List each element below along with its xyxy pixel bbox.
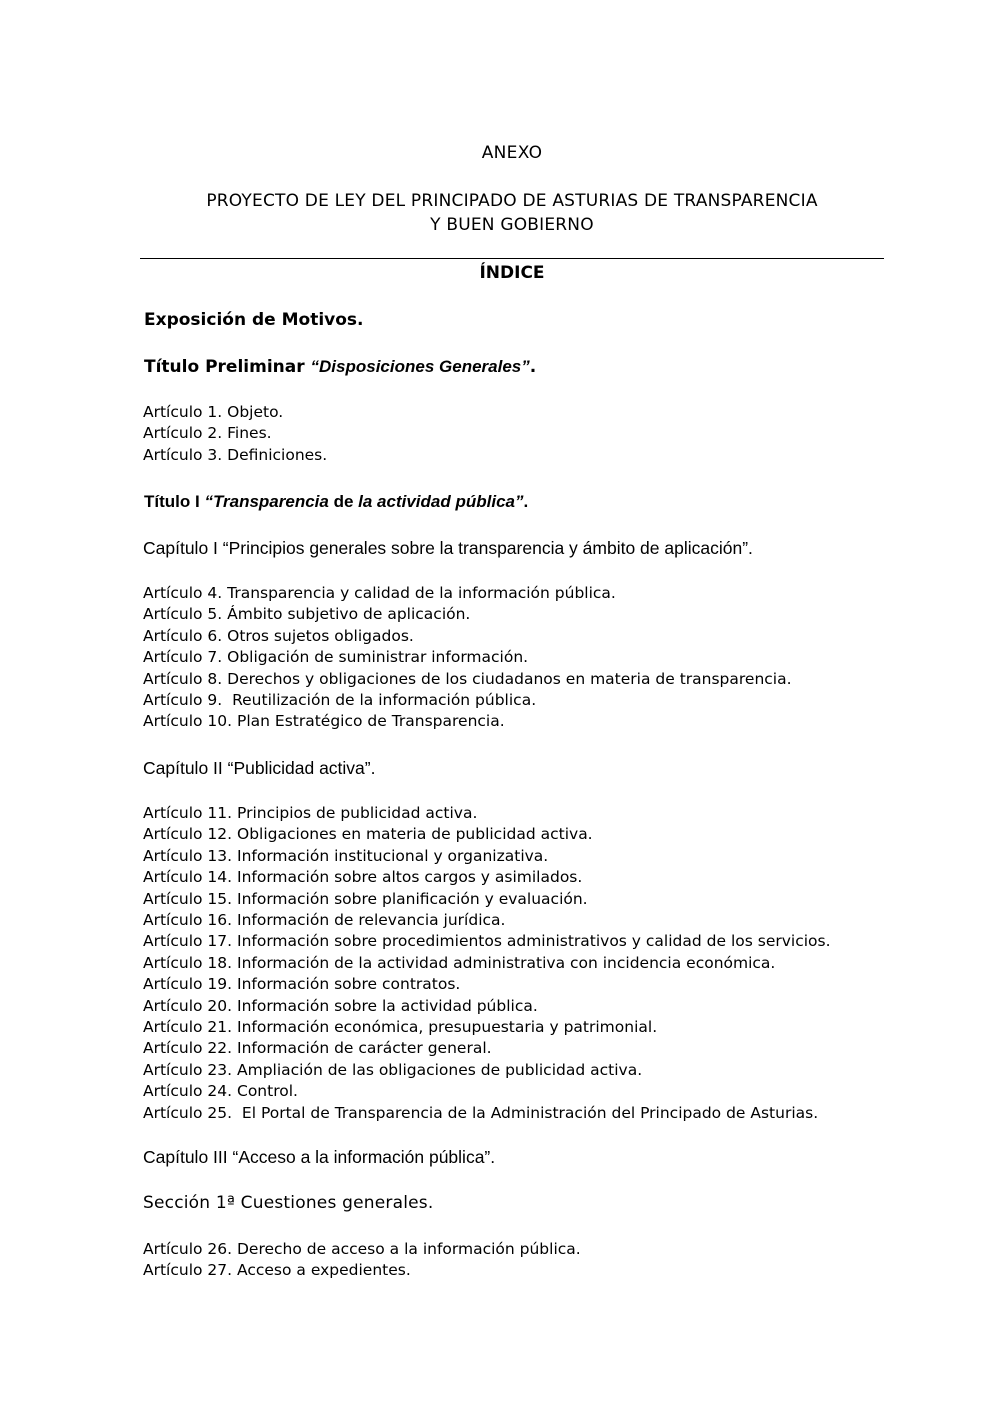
list-item: Artículo 27. Acceso a expedientes.: [143, 1261, 411, 1280]
list-item: Artículo 15. Información sobre planificación y evaluación.: [143, 889, 588, 908]
list-item: Artículo 21. Información económica, presupuestaria y patrimonial.: [143, 1018, 658, 1037]
list-item: Artículo 12. Obligaciones en materia de publicidad activa.: [143, 825, 593, 844]
titulo-preliminar-heading: [144, 357, 536, 377]
titulo-preliminar-suffix: .: [529, 357, 537, 377]
titulo-1-suffix: .: [523, 492, 529, 511]
titulo-1-prefix: Título I: [144, 492, 205, 511]
list-item: Artículo 2. Fines.: [143, 424, 272, 443]
seccion-1-heading: Sección 1ª Cuestiones generales.: [143, 1193, 434, 1213]
header-divider: [140, 258, 884, 259]
list-item: Artículo 14. Información sobre altos cargos y asimilados.: [143, 868, 583, 887]
titulo-preliminar-prefix: Título Preliminar: [144, 357, 311, 377]
bill-title: [0, 189, 1000, 237]
list-item: Artículo 8. Derechos y obligaciones de los ciudadanos en materia de transparencia.: [143, 669, 792, 688]
list-item: Artículo 22. Información de carácter general.: [143, 1039, 492, 1058]
bill-title-line-1: PROYECTO DE LEY DEL PRINCIPADO DE ASTURIAS DE TRANSPARENCIA: [206, 191, 818, 211]
exposicion-heading: Exposición de Motivos.: [144, 310, 364, 330]
list-item: Artículo 17. Información sobre procedimientos administrativos y calidad de los servicios.: [143, 932, 831, 951]
list-item: Artículo 18. Información de la actividad administrativa con incidencia económica.: [143, 953, 776, 972]
titulo-1-middle: de: [328, 492, 359, 511]
list-item: Artículo 9. Reutilización de la información pública.: [143, 691, 537, 710]
bill-title-line-2: Y BUEN GOBIERNO: [430, 215, 594, 235]
capitulo-1-heading: Capítulo I “Principios generales sobre la transparencia y ámbito de aplicación”.: [143, 538, 753, 558]
list-item: Artículo 6. Otros sujetos obligados.: [143, 626, 414, 645]
list-item: Artículo 5. Ámbito subjetivo de aplicación.: [143, 605, 471, 624]
articles-cap1-list: [143, 583, 792, 733]
annex-label: ANEXO: [481, 143, 543, 163]
list-item: Artículo 7. Obligación de suministrar información.: [143, 648, 529, 667]
articles-cap2-list: [143, 803, 831, 1124]
titulo-1-heading: [144, 492, 528, 512]
index-heading: ÍNDICE: [479, 263, 545, 283]
list-item: Artículo 4. Transparencia y calidad de la información pública.: [143, 584, 616, 602]
capitulo-2-heading: Capítulo II “Publicidad activa”.: [143, 758, 376, 778]
capitulo-3-heading: Capítulo III “Acceso a la información pública”.: [143, 1147, 496, 1167]
articles-sec1-list: [143, 1239, 581, 1282]
list-item: Artículo 16. Información de relevancia jurídica.: [143, 911, 506, 930]
list-item: Artículo 3. Definiciones.: [143, 445, 328, 464]
list-item: Artículo 10. Plan Estratégico de Transparencia.: [143, 712, 505, 731]
titulo-preliminar-name: “Disposiciones Generales”: [310, 357, 530, 376]
list-item: Artículo 13. Información institucional y organizativa.: [143, 846, 549, 865]
articles-preliminar-list: [143, 402, 327, 466]
list-item: Artículo 25. El Portal de Transparencia de la Administración del Principado de Asturias.: [143, 1103, 819, 1122]
list-item: Artículo 23. Ampliación de las obligaciones de publicidad activa.: [143, 1060, 643, 1079]
list-item: Artículo 26. Derecho de acceso a la información pública.: [143, 1240, 581, 1258]
titulo-1-name-part-2: la actividad pública”: [358, 492, 524, 511]
list-item: Artículo 20. Información sobre la actividad pública.: [143, 996, 538, 1015]
list-item: Artículo 1. Objeto.: [143, 403, 284, 421]
list-item: Artículo 24. Control.: [143, 1082, 298, 1101]
titulo-1-name-part-1: “Transparencia: [204, 492, 329, 511]
list-item: Artículo 19. Información sobre contratos.: [143, 975, 461, 994]
list-item: Artículo 11. Principios de publicidad activa.: [143, 804, 478, 822]
